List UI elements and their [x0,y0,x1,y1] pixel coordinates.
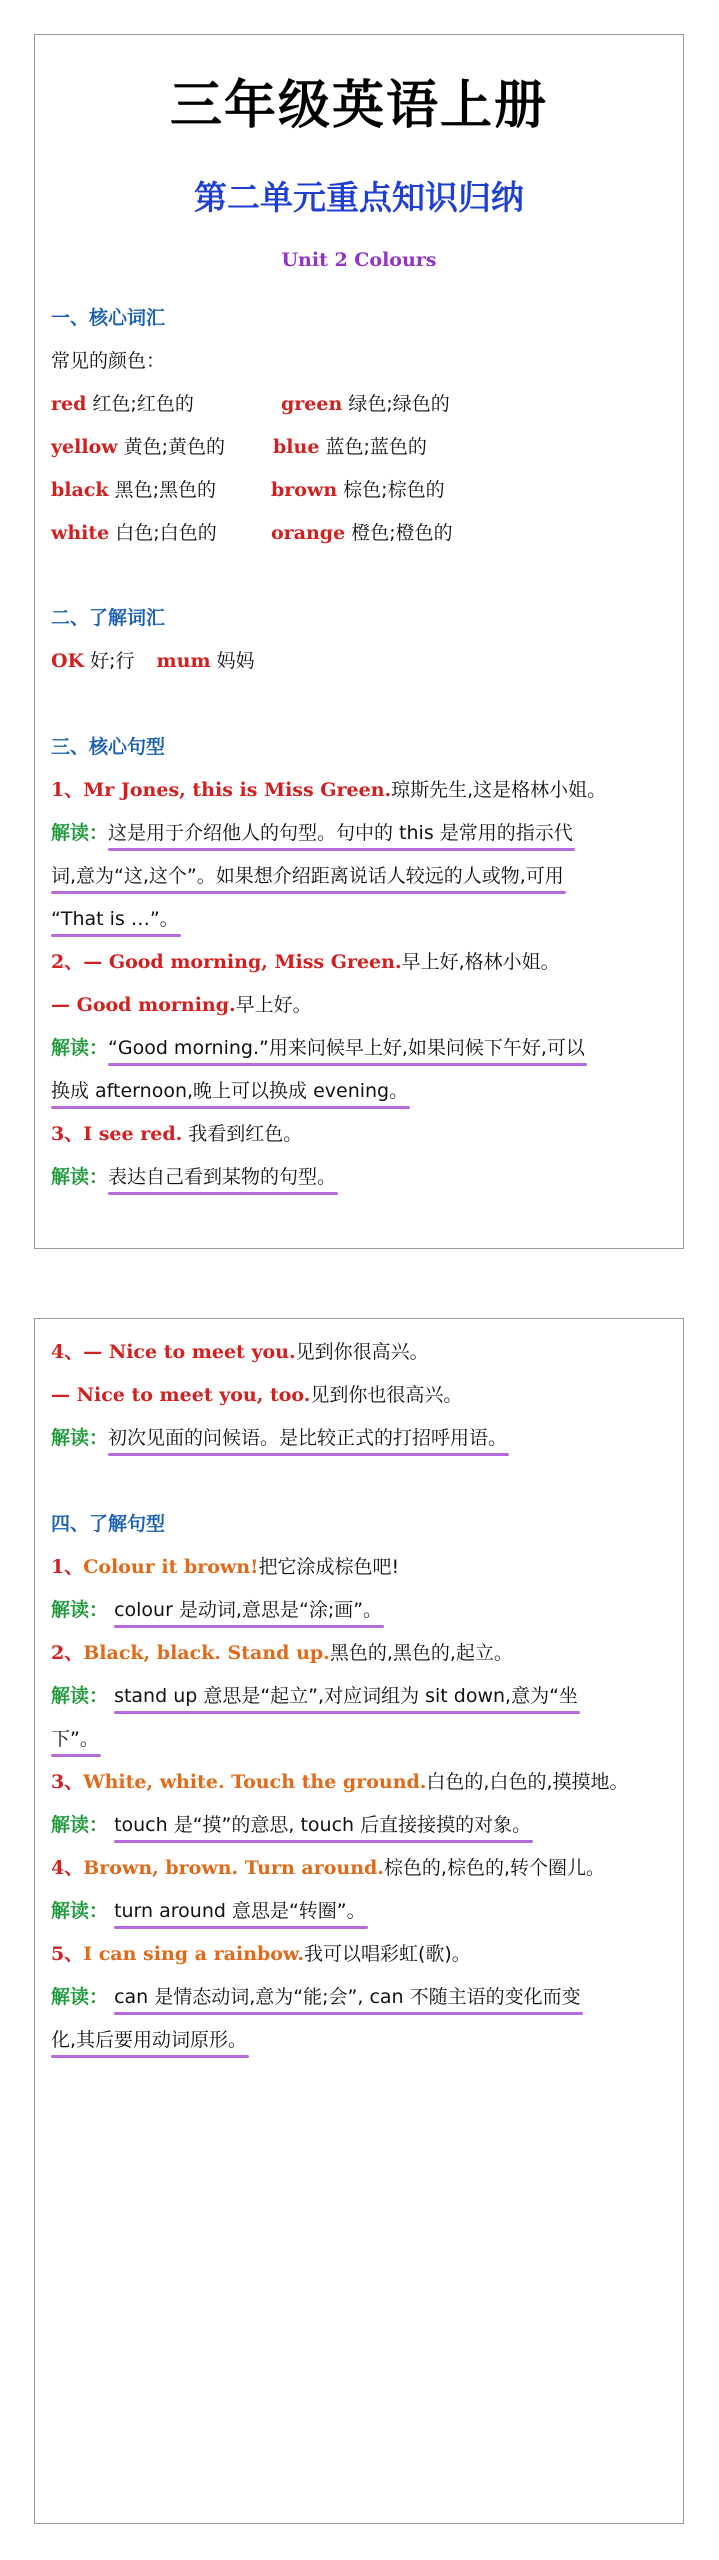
explanation-text: 词,意为“这,这个”。如果想介绍距离说话人较远的人或物,可用 [51,865,564,887]
vocab-word: mum [156,650,211,672]
sentence-cn: 早上好,格林小姐。 [401,951,560,973]
vocab-word: brown [271,479,338,501]
explanation-line [51,1724,99,1754]
sentence-item [51,947,560,977]
vocab-row [51,432,225,462]
sentence-cn: 琼斯先生,这是格林小姐。 [391,779,607,801]
vocab-row [51,475,216,505]
sentence-item [51,775,606,805]
sentence-cn: 我看到红色。 [182,1123,303,1145]
explanation-label: 解读： [51,1037,109,1059]
vocab-word: red [51,393,87,415]
sentence-en: White, white. Touch the ground. [83,1771,427,1793]
sentence-cn: 早上好。 [235,994,312,1016]
sentence-en: I see red. [83,1123,183,1145]
unit-heading: Unit 2 Colours [281,249,437,271]
vocab-row [51,389,194,419]
document-page-2 [34,1318,684,2524]
sentence-item [51,1380,462,1410]
explanation-text: colour 是动词,意思是“涂;画”。 [114,1599,383,1621]
explanation-line [51,1162,336,1192]
sentence-cn: 白色的,白色的,摸摸地。 [426,1771,629,1793]
sentence-cn: 黑色的,黑色的,起立。 [329,1642,513,1664]
vocab-row [273,432,427,462]
explanation-line [51,1033,585,1063]
sentence-item [51,990,312,1020]
sentence-en: — Good morning. [51,994,236,1016]
explanation-label: 解读： [51,1685,109,1707]
vocab-word: black [51,479,109,501]
section-heading-extra-vocab: 二、了解词汇 [51,607,166,629]
explanation-label: 解读： [51,1599,109,1621]
sentence-item [51,1552,399,1582]
vocab-row [281,389,450,419]
explanation-text: 表达自己看到某物的句型。 [108,1166,337,1188]
vocab-meaning: 棕色;棕色的 [337,479,445,501]
explanation-line [51,1076,408,1106]
explanation-text: 这是用于介绍他人的句型。句中的 this 是常用的指示代 [108,822,573,844]
sentence-cn: 见到你也很高兴。 [310,1384,463,1406]
explanation-text: turn around 意思是“转圈”。 [114,1900,366,1922]
vocab-row [271,518,453,548]
sentence-en: I can sing a rainbow. [83,1943,304,1965]
item-number: 5、 [51,1943,84,1965]
explanation-label: 解读： [51,1900,109,1922]
sentence-cn: 见到你很高兴。 [295,1341,429,1363]
page-title: 三年级英语上册 [169,76,548,136]
explanation-text: 初次见面的问候语。是比较正式的打招呼用语。 [108,1427,508,1449]
sentence-item [51,1939,471,1969]
vocab-word: green [281,393,343,415]
item-number: 1、 [51,779,84,801]
item-number: 4、 [51,1341,84,1363]
vocab-word: orange [271,522,346,544]
vocab-row [51,518,217,548]
sentence-en: Mr Jones, this is Miss Green. [83,779,392,801]
explanation-line [51,904,179,934]
explanation-line [51,1810,531,1840]
vocab-word: white [51,522,110,544]
vocab-meaning: 红色;红色的 [86,393,194,415]
sentence-item [51,1767,629,1797]
document-page-1 [34,34,684,1249]
page-subtitle: 第二单元重点知识归纳 [194,178,524,217]
vocab-word: yellow [51,436,118,458]
sentence-en: — Nice to meet you, too. [51,1384,311,1406]
sentence-cn: 我可以唱彩虹(歌)。 [303,1943,471,1965]
vocab-meaning: 白色;白色的 [109,522,217,544]
sentence-cn: 棕色的,棕色的,转个圈儿。 [383,1857,606,1879]
explanation-text: 化,其后要用动词原形。 [51,2029,248,2051]
explanation-text: “Good morning.”用来问候早上好,如果问候下午好,可以 [108,1037,585,1059]
explanation-line [51,1896,366,1926]
item-number: 3、 [51,1123,84,1145]
explanation-line [51,818,573,848]
section-heading-core-sentences: 三、核心句型 [51,736,166,758]
section-heading-extra-sentences: 四、了解句型 [51,1513,166,1535]
vocab-intro: 常见的颜色： [51,350,166,372]
sentence-item [51,1638,513,1668]
explanation-label: 解读： [51,1814,109,1836]
item-number: 3、 [51,1771,84,1793]
sentence-en: Black, black. Stand up. [83,1642,330,1664]
vocab-meaning: 蓝色;蓝色的 [319,436,427,458]
explanation-label: 解读： [51,1166,109,1188]
explanation-line [51,1982,581,2012]
sentence-cn: 把它涂成棕色吧! [258,1556,400,1578]
explanation-line [51,1423,507,1453]
explanation-label: 解读： [51,1427,109,1449]
sentence-en: — Nice to meet you. [83,1341,296,1363]
item-number: 2、 [51,1642,84,1664]
explanation-text: “That is …”。 [51,908,179,930]
sentence-en: Colour it brown! [83,1556,259,1578]
sentence-en: — Good morning, Miss Green. [83,951,402,973]
explanation-text: 下”。 [51,1728,99,1750]
explanation-line [51,1595,382,1625]
item-number: 4、 [51,1857,84,1879]
vocab-meaning: 妈妈 [210,650,255,672]
section-heading-core-vocab: 一、核心词汇 [51,307,166,329]
explanation-text: can 是情态动词,意为“能;会”, can 不随主语的变化而变 [114,1986,581,2008]
vocab-meaning: 绿色;绿色的 [342,393,450,415]
vocab-meaning: 橙色;橙色的 [345,522,453,544]
item-number: 2、 [51,951,84,973]
vocab-word: blue [273,436,320,458]
sentence-item [51,1853,605,1883]
explanation-text: touch 是“摸”的意思, touch 后直接接摸的对象。 [114,1814,532,1836]
vocab-row [271,475,445,505]
vocab-row [51,646,255,676]
explanation-label: 解读： [51,822,109,844]
vocab-meaning: 好;行 [84,650,135,672]
explanation-text: 换成 afternoon,晚上可以换成 evening。 [51,1080,409,1102]
item-number: 1、 [51,1556,84,1578]
explanation-text: stand up 意思是“起立”,对应词组为 sit down,意为“坐 [114,1685,578,1707]
explanation-label: 解读： [51,1986,109,2008]
vocab-meaning: 黄色;黄色的 [117,436,226,458]
sentence-item [51,1119,302,1149]
sentence-en: Brown, brown. Turn around. [83,1857,384,1879]
vocab-word: OK [51,650,85,672]
explanation-line [51,2025,247,2055]
sentence-item [51,1337,429,1367]
explanation-line [51,861,564,891]
vocab-meaning: 黑色;黑色的 [108,479,217,501]
explanation-line [51,1681,578,1711]
